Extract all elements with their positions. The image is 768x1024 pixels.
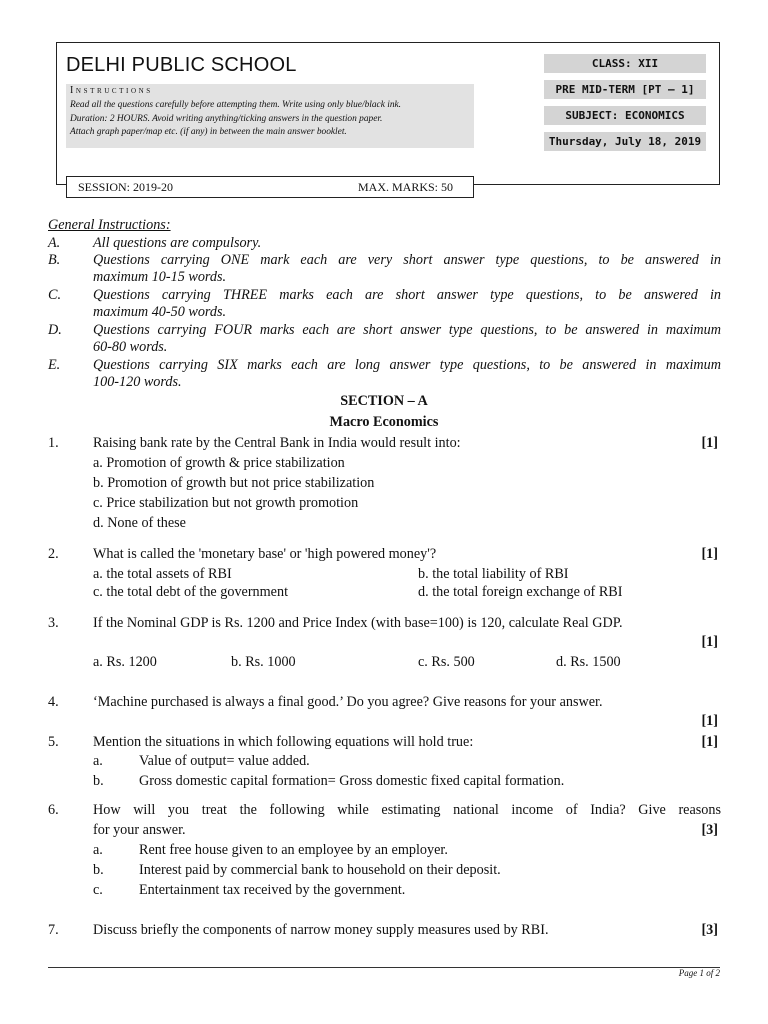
question-number: 7. xyxy=(48,922,59,938)
instruction-line: Attach graph paper/map etc. (if any) in between the main answer booklet. xyxy=(70,127,347,137)
question-marks: [1] xyxy=(701,734,718,750)
sub-label: a. xyxy=(93,842,103,858)
instruction-text: All questions are compulsory. xyxy=(93,235,262,251)
instruction-letter: D. xyxy=(48,322,62,338)
option: d. the total foreign exchange of RBI xyxy=(418,584,623,600)
sub-text: Entertainment tax received by the government. xyxy=(139,882,406,898)
question-text: for your answer. xyxy=(93,822,186,838)
option: c. the total debt of the government xyxy=(93,584,289,600)
question-marks: [3] xyxy=(701,822,718,838)
sub-text: Value of output= value added. xyxy=(139,753,310,769)
sub-label: a. xyxy=(93,753,103,769)
sub-label: c. xyxy=(93,882,103,898)
option: b. Promotion of growth but not price stabilization xyxy=(93,475,375,491)
question-text: What is called the 'monetary base' or 'high powered money'? xyxy=(93,546,437,562)
instruction-text: Questions carrying ONE mark each are very short answer type questions, to be answered in xyxy=(93,252,721,268)
question-number: 5. xyxy=(48,734,59,750)
instruction-text: maximum 10-15 words. xyxy=(93,269,227,285)
option: b. the total liability of RBI xyxy=(418,566,569,582)
instruction-letter: A. xyxy=(48,235,61,251)
instruction-text: Questions carrying SIX marks each are long answer type questions, to be answered in maximum xyxy=(93,357,721,373)
date-tag: Thursday, July 18, 2019 xyxy=(544,132,706,151)
question-text: Mention the situations in which following equations will hold true: xyxy=(93,734,474,750)
sub-text: Rent free house given to an employee by an employer. xyxy=(139,842,448,858)
subject-tag: SUBJECT: ECONOMICS xyxy=(544,106,706,125)
sub-text: Interest paid by commercial bank to household on their deposit. xyxy=(139,862,501,878)
question-text: How will you treat the following while estimating national income of India? Give reasons xyxy=(93,802,721,818)
question-text: Discuss briefly the components of narrow money supply measures used by RBI. xyxy=(93,922,549,938)
instruction-letter: E. xyxy=(48,357,61,373)
option: c. Rs. 500 xyxy=(418,654,475,670)
section-subtitle: Macro Economics xyxy=(329,414,439,430)
option: a. Rs. 1200 xyxy=(93,654,157,670)
instruction-text: maximum 40-50 words. xyxy=(93,304,227,320)
sub-label: b. xyxy=(93,862,104,878)
option: b. Rs. 1000 xyxy=(231,654,296,670)
question-number: 6. xyxy=(48,802,59,818)
question-marks: [1] xyxy=(701,546,718,562)
instruction-line: Duration: 2 HOURS. Avoid writing anything/ticking answers in the question paper. xyxy=(70,114,383,124)
sub-label: b. xyxy=(93,773,104,789)
instruction-letter: C. xyxy=(48,287,62,303)
instruction-text: 60-80 words. xyxy=(93,339,168,355)
option: c. Price stabilization but not growth promotion xyxy=(93,495,359,511)
footer-rule xyxy=(48,967,720,968)
question-number: 3. xyxy=(48,615,59,631)
question-marks: [1] xyxy=(701,634,718,650)
question-number: 2. xyxy=(48,546,59,562)
question-text: ‘Machine purchased is always a final good.’ Do you agree? Give reasons for your answer. xyxy=(93,694,603,710)
instructions-heading: Instructions xyxy=(70,85,153,96)
question-number: 4. xyxy=(48,694,59,710)
question-text: Raising bank rate by the Central Bank in India would result into: xyxy=(93,435,461,451)
max-marks-label: MAX. MARKS: 50 xyxy=(358,180,454,194)
instruction-text: Questions carrying FOUR marks each are short answer type questions, to be answered in maximum xyxy=(93,322,721,338)
option: a. the total assets of RBI xyxy=(93,566,232,582)
instruction-text: 100-120 words. xyxy=(93,374,182,390)
question-number: 1. xyxy=(48,435,59,451)
question-marks: [1] xyxy=(701,713,718,729)
sub-text: Gross domestic capital formation= Gross domestic fixed capital formation. xyxy=(139,773,565,789)
question-marks: [1] xyxy=(701,435,718,451)
session-label: SESSION: 2019-20 xyxy=(78,180,174,194)
instruction-text: Questions carrying THREE marks each are short answer type questions, to be answered in xyxy=(93,287,721,303)
option: a. Promotion of growth & price stabilization xyxy=(93,455,345,471)
page-number: Page 1 of 2 xyxy=(678,968,720,978)
question-marks: [3] xyxy=(701,922,718,938)
instruction-letter: B. xyxy=(48,252,61,268)
general-instructions-title: General Instructions: xyxy=(48,217,171,233)
instruction-line: Read all the questions carefully before attempting them. Write using only blue/black ink. xyxy=(70,100,402,110)
option: d. Rs. 1500 xyxy=(556,654,621,670)
exam-tag: PRE MID-TERM [PT – 1] xyxy=(544,80,706,99)
school-name: DELHI PUBLIC SCHOOL xyxy=(66,54,297,76)
option: d. None of these xyxy=(93,515,186,531)
section-title: SECTION – A xyxy=(340,393,428,409)
question-text: If the Nominal GDP is Rs. 1200 and Price Index (with base=100) is 120, calculate Real GDP. xyxy=(93,615,623,631)
class-tag: CLASS: XII xyxy=(544,54,706,73)
